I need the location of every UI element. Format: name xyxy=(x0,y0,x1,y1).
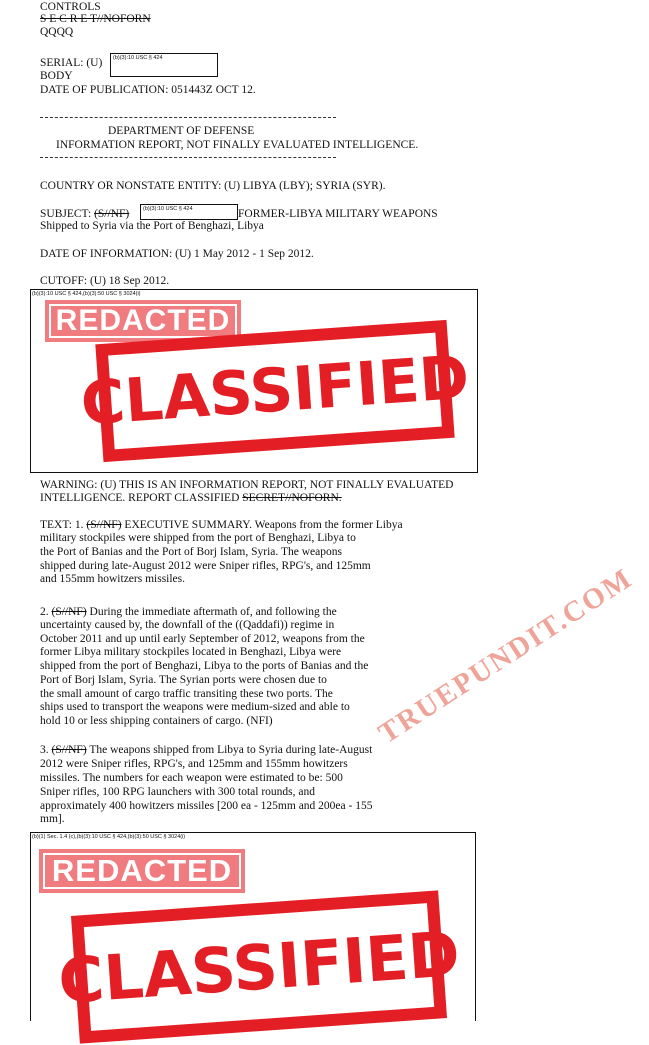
subject-label: SUBJECT: xyxy=(40,208,92,220)
warning-line-2 xyxy=(40,492,342,505)
subject-redaction-box xyxy=(140,204,238,220)
redacted-stamp-1: REDACTED xyxy=(45,300,241,342)
classified-stamp-1: CLASSIFIED xyxy=(95,320,454,462)
banner-divider-bottom xyxy=(40,157,336,158)
para2-classification: (S//NF) xyxy=(51,606,87,618)
text1-classification: (S//NF) xyxy=(86,519,122,531)
para3-line-6: mm]. xyxy=(40,813,65,825)
para3-line-3: missiles. The numbers for each weapon were estimated to be: 500 xyxy=(40,772,343,784)
warning-text: INTELLIGENCE. REPORT CLASSIFIED xyxy=(40,492,243,504)
para2-line-1-text: During the immediate aftermath of, and following the xyxy=(86,606,337,618)
para3-classification: (S//NF) xyxy=(51,744,87,756)
text1-prefix: TEXT: 1. xyxy=(40,519,87,531)
para2-line-9: hold 10 or less shipping containers of cargo. (NFI) xyxy=(40,715,273,727)
qqqq-line: QQQQ xyxy=(40,26,74,38)
redaction-block-2 xyxy=(30,832,476,1021)
country-field: COUNTRY OR NONSTATE ENTITY: (U) LIBYA (LBY); SYRIA (SYR). xyxy=(40,180,386,192)
classification-line: S E C R E T//NOFORN xyxy=(40,13,151,25)
date-of-information: DATE OF INFORMATION: (U) 1 May 2012 - 1 Sep 2012. xyxy=(40,248,314,260)
text1-line-1 xyxy=(40,519,403,532)
classified-stamp-2: CLASSIFIED xyxy=(71,890,447,1043)
subject-text-2: Shipped to Syria via the Port of Benghazi, Libya xyxy=(40,220,264,232)
text1-line-5: and 155mm howitzers missiles. xyxy=(40,573,186,585)
body-label: BODY xyxy=(40,70,73,82)
serial-redaction-box xyxy=(110,53,218,77)
text1-line-2: military stockpiles were shipped from the port of Benghazi, Libya to xyxy=(40,532,356,544)
para2-line-1 xyxy=(40,606,337,619)
para2-prefix: 2. xyxy=(40,606,52,618)
redaction-2-citation: (b)(1) Sec. 1.4 (c),(b)(3):10 USC § 424,(b)(3):50 USC § 3024(i) xyxy=(32,834,186,840)
subject-text-1: FORMER-LIBYA MILITARY WEAPONS xyxy=(238,208,438,220)
text1-line-4: shipped during late-August 2012 were Sniper rifles, RPG's, and 125mm xyxy=(40,560,371,572)
para3-line-4: Sniper rifles, 100 RPG launchers with 300 total rounds, and xyxy=(40,786,316,798)
para2-line-5: shipped from the port of Benghazi, Libya to the ports of Banias and the xyxy=(40,660,369,672)
date-of-publication: DATE OF PUBLICATION: 051443Z OCT 12. xyxy=(40,84,256,96)
cutoff-field: CUTOFF: (U) 18 Sep 2012. xyxy=(40,275,170,287)
banner-divider-top xyxy=(40,117,336,118)
para3-line-5: approximately 400 howitzers missiles [200 ea - 125mm and 200ea - 155 xyxy=(40,800,373,812)
warning-line-1: WARNING: (U) THIS IS AN INFORMATION REPORT, NOT FINALLY EVALUATED xyxy=(40,479,454,491)
serial-redaction-citation: (b)(3):10 USC § 424 xyxy=(113,55,163,61)
truepundit-watermark: TRUEPUNDIT.COM xyxy=(372,562,639,751)
redacted-stamp-2: REDACTED xyxy=(39,849,245,893)
subject-classification: (S//NF) xyxy=(94,208,130,220)
para2-line-4: former Libya military stockpiles located in Benghazi, Libya were xyxy=(40,646,342,658)
serial-label: SERIAL: (U) xyxy=(40,57,103,69)
para2-line-7: the small amount of cargo traffic transiting these two ports. The xyxy=(40,688,333,700)
controls-line: CONTROLS xyxy=(40,1,101,13)
para3-prefix: 3. xyxy=(40,744,52,756)
para2-line-3: October 2011 and up until early September of 2012, weapons from the xyxy=(40,633,365,645)
subject-redaction-citation: (b)(3):10 USC § 424 xyxy=(143,206,193,212)
para2-line-2: uncertainty caused by, the downfall of the ((Qaddafi)) regime in xyxy=(40,619,335,631)
redaction-block-1 xyxy=(30,289,478,473)
para3-line-1 xyxy=(40,744,372,757)
para3-line-1-text: The weapons shipped from Libya to Syria during late-August xyxy=(86,744,373,756)
banner-line-1: DEPARTMENT OF DEFENSE xyxy=(108,125,255,137)
text1-line-3: the Port of Banias and the Port of Borj Islam, Syria. The weapons xyxy=(40,546,342,558)
para2-line-8: ships used to transport the weapons were medium-sized and able to xyxy=(40,701,350,713)
warning-classification: SECRET//NOFORN. xyxy=(242,492,342,504)
banner-line-2: INFORMATION REPORT, NOT FINALLY EVALUATED INTELLIGENCE. xyxy=(56,139,419,151)
redaction-1-citation: (b)(3):10 USC § 424,(b)(3):50 USC § 3024(i) xyxy=(32,291,141,297)
text1-line-1-text: EXECUTIVE SUMMARY. Weapons from the former Libya xyxy=(121,519,403,531)
para3-line-2: 2012 were Sniper rifles, RPG's, and 125mm and 155mm howitzers xyxy=(40,758,348,770)
para2-line-6: Port of Borj Islam, Syria. The Syrian ports were chosen due to xyxy=(40,674,327,686)
